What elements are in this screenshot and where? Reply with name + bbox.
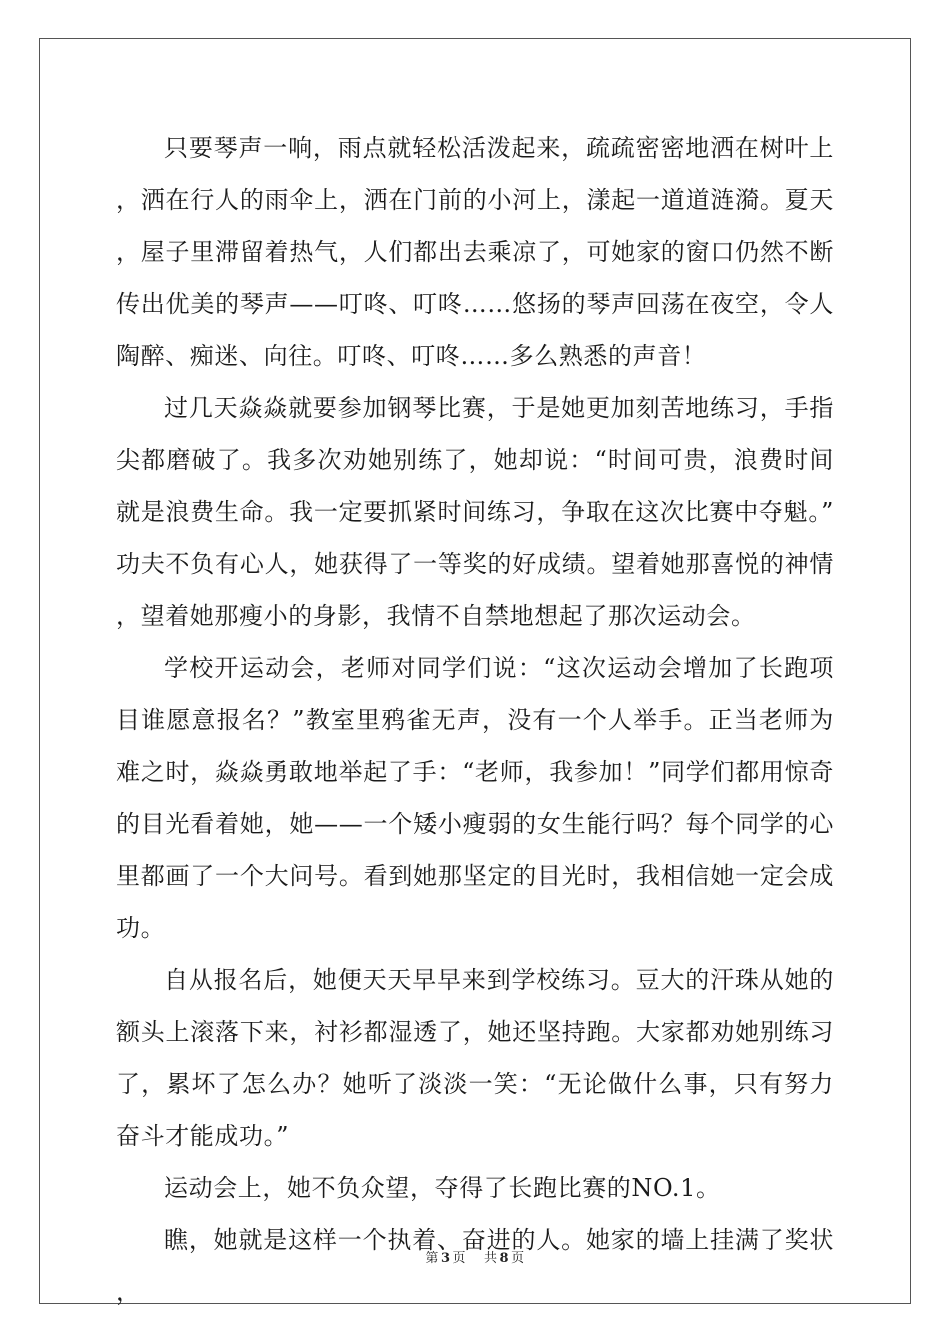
page-number: 3 — [440, 1251, 451, 1266]
total-prefix: 共 — [484, 1251, 498, 1266]
document-body — [116, 122, 834, 1318]
paragraph: 只要琴声一响，雨点就轻松活泼起来，疏疏密密地洒在树叶上，洒在行人的雨伞上，洒在门前的小河上，漾起一道道涟漪。夏天，屋子里滞留着热气，人们都出去乘凉了，可她家的窗口仍然不断传出优美的琴声——叮咚、叮咚……悠扬的琴声回荡在夜空，令人陶醉、痴迷、向往。叮咚、叮咚……多么熟悉的声音！ — [116, 134, 834, 370]
paragraph: 自从报名后，她便天天早早来到学校练习。豆大的汗珠从她的额头上滚落下来，衬衫都湿透了，她还坚持跑。大家都劝她别练习了，累坏了怎么办？她听了淡淡一笑：“无论做什么事，只有努力奋斗才能成功。” — [116, 966, 834, 1150]
paragraph: 运动会上，她不负众望，夺得了长跑比赛的NO.1。 — [164, 1174, 721, 1202]
total-pages: 8 — [499, 1251, 510, 1266]
paragraph: 过几天焱焱就要参加钢琴比赛，于是她更加刻苦地练习，手指尖都磨破了。我多次劝她别练了，她却说：“时间可贵，浪费时间就是浪费生命。我一定要抓紧时间练习，争取在这次比赛中夺魁。”功夫不负有心人，她获得了一等奖的好成绩。望着她那喜悦的神情，望着她那瘦小的身影，我情不自禁地想起了那次运动会。 — [116, 394, 834, 630]
page-footer — [0, 1247, 950, 1266]
paragraph: 瞧，她就是这样一个执着、奋进的人。她家的墙上挂满了奖状， — [116, 1226, 834, 1306]
page-prefix: 第 — [425, 1251, 439, 1266]
page-suffix: 页 — [452, 1251, 466, 1266]
paragraph: 学校开运动会，老师对同学们说：“这次运动会增加了长跑项目谁愿意报名？”教室里鸦雀无声，没有一个人举手。正当老师为难之时，焱焱勇敢地举起了手：“老师，我参加！”同学们都用惊奇的目光看着她，她——一个矮小瘦弱的女生能行吗？每个同学的心里都画了一个大问号。看到她那坚定的目光时，我相信她一定会成功。 — [116, 654, 834, 942]
total-suffix: 页 — [511, 1251, 525, 1266]
